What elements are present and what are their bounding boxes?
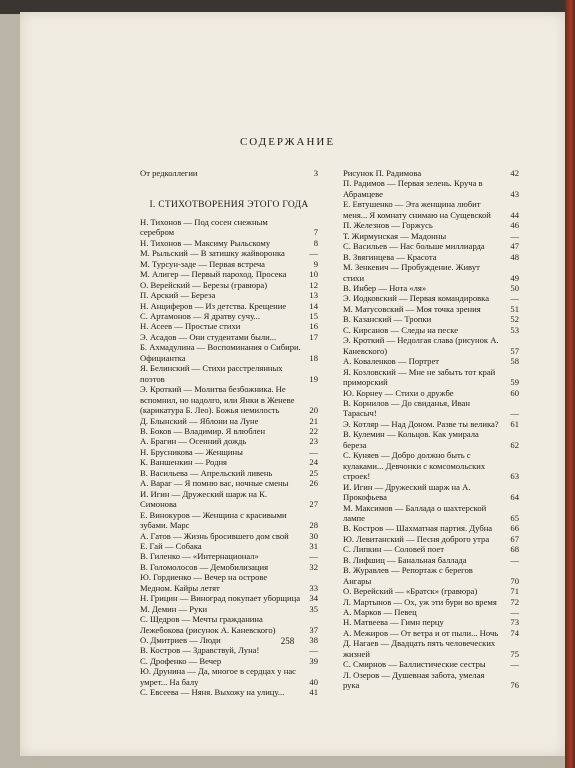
toc-entry-text: С. Дрофенко — Вечер [140,655,222,666]
toc-entry-text: В. Боков — Владимир. Я влюблен [140,425,266,436]
toc-entry-text: К. Ваншенкин — Родня [140,457,228,468]
toc-entry [140,572,318,593]
toc-entry-text: Рисунок П. Радимова [343,168,422,178]
toc-entry-text: Ю. Корнеу — Стихи о дружбе [343,387,454,398]
toc-entry-page: 73 [510,617,519,628]
toc-entry-text: В. Гиленко — «Интернационал» [140,551,259,562]
toc-entry-page: 46 [510,220,519,231]
toc-entry-text: И. Игин — Дружеский шарж на А. Прокофьева [343,481,471,503]
toc-entry [140,551,318,561]
toc-entry-text: Л. Озеров — Душевная забота, умелая рука [343,669,485,691]
toc-entry-page: 49 [510,272,519,283]
toc-entry-page: 66 [510,523,519,534]
toc-entry [140,290,318,300]
toc-entry-text: О. Верейский — «Братск» (гравюра) [343,586,478,597]
toc-entry-text: С. Смирнов — Баллистические сестры [343,659,486,670]
toc-entry-text: В. Костров — Здравствуй, Луна! [140,645,260,656]
toc-entry-page: 22 [309,425,318,436]
toc-entry-page: 76 [510,680,519,691]
toc-entry [343,565,519,586]
toc-entry-page: 10 [309,269,318,280]
toc-entry-text: А. Марков — Певец [343,607,417,618]
toc-entry [140,457,318,467]
toc-entry-page: 71 [510,586,519,597]
toc-entry-page: 63 [510,471,519,482]
toc-entry [343,304,519,314]
toc-entry-page: 67 [510,533,519,544]
toc-entry-text: Ю. Гордиенко — Вечер на острове Медном. Кайры летят [140,572,268,593]
toc-entry-page: — [309,645,318,656]
toc-entry-page: 31 [309,540,318,551]
toc-entry [343,231,519,241]
toc-entry-page: 62 [510,439,519,450]
toc-entry [343,523,519,533]
toc-left-column [140,168,318,698]
toc-entry [343,241,519,251]
toc-entry-page: 34 [309,593,318,604]
section-heading: I. СТИХОТВОРЕНИЯ ЭТОГО ГОДА [149,200,309,211]
toc-entry-text: Э. Кроткий — Недолгая слава (рисунок А. Каневского) [343,335,499,356]
toc-entry-page: 41 [309,687,318,698]
toc-entry-page: 35 [309,603,318,614]
toc-entry [140,301,318,311]
toc-entry [343,367,519,388]
toc-entry-page: 44 [510,209,519,220]
toc-entry-page: 21 [309,415,318,426]
toc-entry [343,220,519,230]
toc-entry-page: 48 [510,251,519,262]
toc-entry-text: Ю. Друнина — Да, многое в сердцах у нас умрет... На балу [140,666,296,687]
toc-entry-text: Д. Блынский — Яблони на Луне [140,415,259,426]
toc-entry [140,217,318,238]
toc-entry [140,666,318,687]
toc-entry-page: 38 [309,635,318,646]
toc-entry-text: В. Костров — Шахматная партия. Дубна [343,523,493,534]
toc-entry [140,510,318,531]
toc-entry-page: 8 [313,237,318,248]
toc-entry-page: 42 [510,168,519,178]
toc-entry [140,436,318,446]
toc-entry-text: П. Арский — Береза [140,290,216,301]
toc-entry [343,607,519,617]
toc-entry-page: 72 [510,596,519,607]
toc-entry [140,332,318,342]
toc-entry [140,363,318,384]
toc-entry-page: 40 [309,676,318,687]
toc-entry-text: С. Евсеева — Няня. Выхожу на улицу... [140,687,285,698]
toc-entry-text: А. Вараг — Я помню вас, ночные смены [140,478,289,489]
toc-entry-text: С. Куняев — Добро должно быть с кулаками... Девчонки с комсомольских строек! [343,450,486,482]
toc-entry-text: А. Гатов — Жизнь бросившего дом свой [140,530,289,541]
toc-entry-page: 16 [309,321,318,332]
toc-entry [140,593,318,603]
toc-entry-page: — [510,230,519,241]
toc-entry [140,468,318,478]
toc-entry [140,489,318,510]
toc-entry [343,168,519,178]
toc-entry [343,586,519,596]
toc-entry-text: М. Максимов — Баллада о шахтерской лампе [343,502,487,523]
toc-entry-text: Н. Анциферов — Из детства. Крещение [140,300,287,311]
toc-entry [343,544,519,554]
toc-entry-text: В. Голомолосов — Демобилизация [140,561,269,572]
toc-entry-page: 18 [309,352,318,363]
toc-entry-page: 51 [510,303,519,314]
toc-entry-page: 53 [510,324,519,335]
toc-entry-text: Д. Нагаев — Двадцать пять человеческих жизней [343,638,496,659]
toc-left-list [140,217,318,698]
toc-entry-text: Н. Тихонов — Максиму Рыльскому [140,237,271,248]
toc-entry [140,342,318,363]
toc-entry [343,659,519,669]
toc-entry-page: — [510,659,519,670]
toc-entry [140,426,318,436]
toc-entry-page: 64 [510,492,519,503]
toc-entry [343,252,519,262]
toc-entry [343,356,519,366]
toc-entry-text: П. Железнов — Горжусь [343,220,433,231]
toc-entry [343,617,519,627]
toc-entry-text: С. Липкин — Соловей поет [343,544,444,555]
toc-entry-text: Е. Евтушенко — Эта женщина любит меня... Я комнату снимаю на Сущевской [343,199,491,220]
toc-entry-text: Т. Жирмунская — Мадонны [343,230,447,241]
toc-entry-text: В. Васильева — Апрельский ливень [140,467,273,478]
toc-entry-page: 70 [510,575,519,586]
toc-entry [343,283,519,293]
toc-entry [140,541,318,551]
toc-entry-page: 68 [510,544,519,555]
toc-entry-page: — [309,446,318,457]
toc-entry [140,656,318,666]
toc-entry-text: Э. Котляр — Над Доном. Разве ты велика? [343,418,499,429]
toc-entry-text: В. Инбер — Нота «ля» [343,282,427,293]
toc-entry [343,335,519,356]
toc-entry [140,562,318,572]
toc-entry [343,314,519,324]
toc-entry [343,293,519,303]
toc-entry [343,262,519,283]
toc-entry-page: 30 [309,530,318,541]
toc-entry-page: 3 [313,168,318,178]
toc-entry-page: 9 [313,258,318,269]
toc-entry-page: 37 [309,624,318,635]
toc-entry [140,321,318,331]
toc-entry-text: Н. Брусникова — Женщины [140,446,243,457]
toc-entry-text: Я. Белинский — Стихи расстрелянных поэтов [140,363,283,384]
toc-entry-page: 74 [510,627,519,638]
toc-entry-text: Н. Грицин — Виноград покупает уборщица [140,593,301,604]
toc-entry [343,178,519,199]
toc-entry-page: 50 [510,282,519,293]
toc-entry-page: 59 [510,377,519,388]
toc-entry-text: В. Журавлев — Репортаж с берегов Ангары [343,565,473,586]
toc-entry-text: С. Артамонов — Я дратву сучу... [140,310,260,321]
toc-entry-page: 20 [309,405,318,416]
toc-entry-text: М. Демин — Руки [140,603,208,614]
toc-entry-text: М. Турсун-заде — Первая встреча [140,258,265,269]
toc-entry-page: 7 [313,227,318,238]
toc-entry [140,614,318,635]
toc-entry-text: Ю. Левитанский — Песня доброго утра [343,533,490,544]
toc-entry [140,478,318,488]
toc-entry [140,248,318,258]
toc-entry [343,398,519,419]
toc-entry-page: 28 [309,520,318,531]
toc-entry-page: 75 [510,648,519,659]
toc-entry [140,416,318,426]
toc-entry-page: 61 [510,418,519,429]
toc-entry-page: 39 [309,655,318,666]
toc-entry [343,199,519,220]
toc-entry [140,280,318,290]
toc-entry-page: 24 [309,457,318,468]
toc-entry-page: 13 [309,290,318,301]
toc-entry-page: 43 [510,188,519,199]
toc-entry-page: 12 [309,279,318,290]
toc-entry-text: М. Матусовский — Моя точка зрения [343,303,481,314]
toc-entry [140,531,318,541]
toc-entry-text: О. Верейский — Березы (гравюра) [140,279,268,290]
toc-entry [343,555,519,565]
toc-entry [343,388,519,398]
toc-entry-text: Э. Асадов — Они студентами были... [140,331,277,342]
toc-entry [343,534,519,544]
toc-entry [343,482,519,503]
toc-entry-page: 47 [510,241,519,252]
toc-entry-text: Н. Матвеева — Гимн перцу [343,617,444,628]
toc-entry [343,429,519,450]
toc-entry-page: — [309,248,318,259]
toc-entry-text: С. Васильев — Нас больше миллиарда [343,241,485,252]
toc-entry-page: — [510,607,519,618]
toc-entry-page: 32 [309,561,318,572]
toc-entry-text: А. Брагин — Осенний дождь [140,436,247,447]
toc-entry-text: О. Дмитриев — Люди [140,635,221,646]
toc-entry-text: От редколлегии [140,168,198,178]
toc-entry-page: 60 [510,387,519,398]
toc-entry-page: 26 [309,478,318,489]
toc-entry-text: М. Зенкевич — Пробуждение. Живут стихи [343,262,480,283]
toc-right-column [343,168,519,691]
toc-entry [140,687,318,697]
toc-entry-page: 58 [510,356,519,367]
toc-entry [140,259,318,269]
toc-entry [343,450,519,481]
toc-entry-text: В. Звягинцева — Красота [343,251,437,262]
toc-entry-page: 15 [309,310,318,321]
toc-entry-text: П. Радимов — Первая зелень. Круча в Абрамцеве [343,178,483,199]
toc-entry-text: Н. Асеев — Простые стихи [140,321,241,332]
toc-entry [343,503,519,524]
toc-entry-text: А. Коваленков — Портрет [343,356,440,367]
toc-entry [343,670,519,691]
toc-entry-page: 14 [309,300,318,311]
toc-entry-page: 19 [309,373,318,384]
toc-entry-text: Е. Винокуров — Женщина с красивыми зубами. Марс [140,509,287,531]
toc-entry-page: 65 [510,512,519,523]
toc-entry [140,447,318,457]
toc-entry-page: — [309,551,318,562]
toc-entry-text: Л. Мартынов — Ох, уж эти бури во время [343,596,497,607]
page-title: СОДЕРЖАНИЕ [239,136,336,148]
toc-entry-text: Е. Гай — Собака [140,540,202,551]
toc-entry-text: А. Межиров — От ветра и от пыли... Ночь [343,627,499,638]
toc-entry-page: — [510,408,519,419]
toc-entry-text: В. Кулемин — Кольцов. Как умирала береза [343,429,479,450]
toc-right-list [343,168,519,691]
toc-entry-text: М. Рыльский — В затишку жайворонка [140,248,285,259]
toc-entry-text: С. Щедров — Мечты гражданина Лежебокова (рисунок А. Каневского) [140,614,276,635]
toc-entry [140,269,318,279]
toc-entry [140,604,318,614]
toc-entry [140,384,318,415]
toc-entry-text: Н. Тихонов — Под сосен снежным серебром [140,216,268,238]
toc-entry-page: — [510,554,519,565]
toc-entry-page: 25 [309,467,318,478]
toc-entry-text: М. Алигер — Первый пароход. Просека [140,269,287,280]
toc-entry-page: 27 [309,499,318,510]
toc-entry-text: Б. Ахмадулина — Воспоминания о Сибири. Официантка [140,342,301,363]
toc-entry [343,597,519,607]
toc-entry-text: Э. Кроткий — Молитва безбожника. Не вспомнил, но надолго, или Янки в Женеве (карикатура Б. Лео). Божья немилость [140,384,295,416]
toc-entry [140,645,318,655]
toc-entry-page: 17 [309,331,318,342]
toc-entry-text: Я. Козловский — Мне не забыть тот край приморский [343,366,496,388]
toc-entry [140,238,318,248]
toc-entry-text: Э. Иодковский — Первая командировка [343,293,490,304]
toc-entry-page: 57 [510,345,519,356]
toc-entry-page: 52 [510,314,519,325]
toc-entry-text: В. Лифшиц — Банальная баллада [343,554,467,565]
toc-entry-text: В. Казанский — Тропки [343,314,432,325]
toc-intro-entry [140,168,318,178]
toc-entry-page: 23 [309,436,318,447]
toc-entry-text: В. Корнилов — До свиданья, Иван Тарасыч! [343,397,470,419]
toc-entry [343,419,519,429]
book-spine-edge [565,0,575,768]
toc-entry-page: — [510,293,519,304]
toc-entry [343,325,519,335]
toc-entry [140,311,318,321]
toc-entry-text: С. Кирсанов — Следы на песке [343,324,459,335]
toc-entry-text: И. Игин — Дружеский шарж на К. Симонова [140,488,267,510]
page-number: 258 [280,636,295,646]
toc-entry-page: 33 [309,582,318,593]
